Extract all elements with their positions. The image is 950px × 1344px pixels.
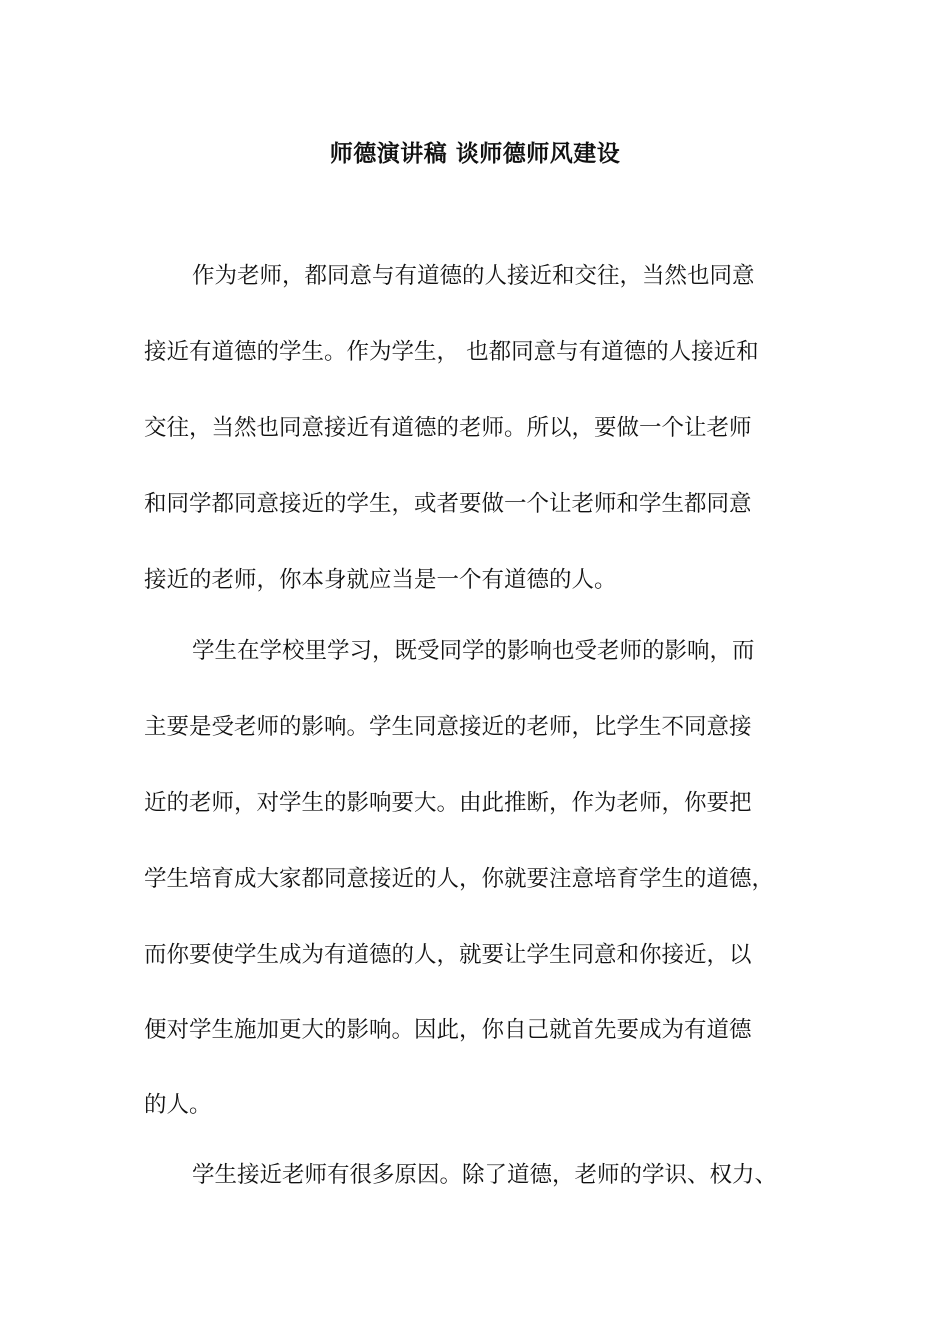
- paragraph-1-line-2: 接近有道德的学生。作为学生， 也都同意与有道德的人接近和: [144, 339, 759, 365]
- paragraph-1-line-3: 交往，当然也同意接近有道德的老师。所以，要做一个让老师: [144, 415, 752, 441]
- paragraph-2-line-2: 主要是受老师的影响。学生同意接近的老师，比学生不同意接: [144, 714, 752, 740]
- paragraph-3-line-1: 学生接近老师有很多原因。除了道德，老师的学识、权力、: [192, 1162, 778, 1188]
- paragraph-2-line-7: 的人。: [144, 1092, 212, 1118]
- paragraph-2-line-3: 近的老师，对学生的影响要大。由此推断，作为老师，你要把: [144, 790, 752, 816]
- paragraph-2-line-4: 学生培育成大家都同意接近的人，你就要注意培育学生的道德，: [144, 866, 775, 892]
- paragraph-2-line-5: 而你要使学生成为有道德的人，就要让学生同意和你接近，以: [144, 942, 752, 968]
- paragraph-2-line-6: 便对学生施加更大的影响。因此，你自己就首先要成为有道德: [144, 1017, 752, 1043]
- paragraph-1-line-1: 作为老师，都同意与有道德的人接近和交往，当然也同意: [192, 263, 755, 289]
- paragraph-2-line-1: 学生在学校里学习，既受同学的影响也受老师的影响，而: [192, 638, 755, 664]
- paragraph-1-line-4: 和同学都同意接近的学生，或者要做一个让老师和学生都同意: [144, 491, 752, 517]
- document-title: 师德演讲稿 谈师德师风建设: [329, 140, 621, 167]
- paragraph-1-line-5: 接近的老师，你本身就应当是一个有道德的人。: [144, 567, 617, 593]
